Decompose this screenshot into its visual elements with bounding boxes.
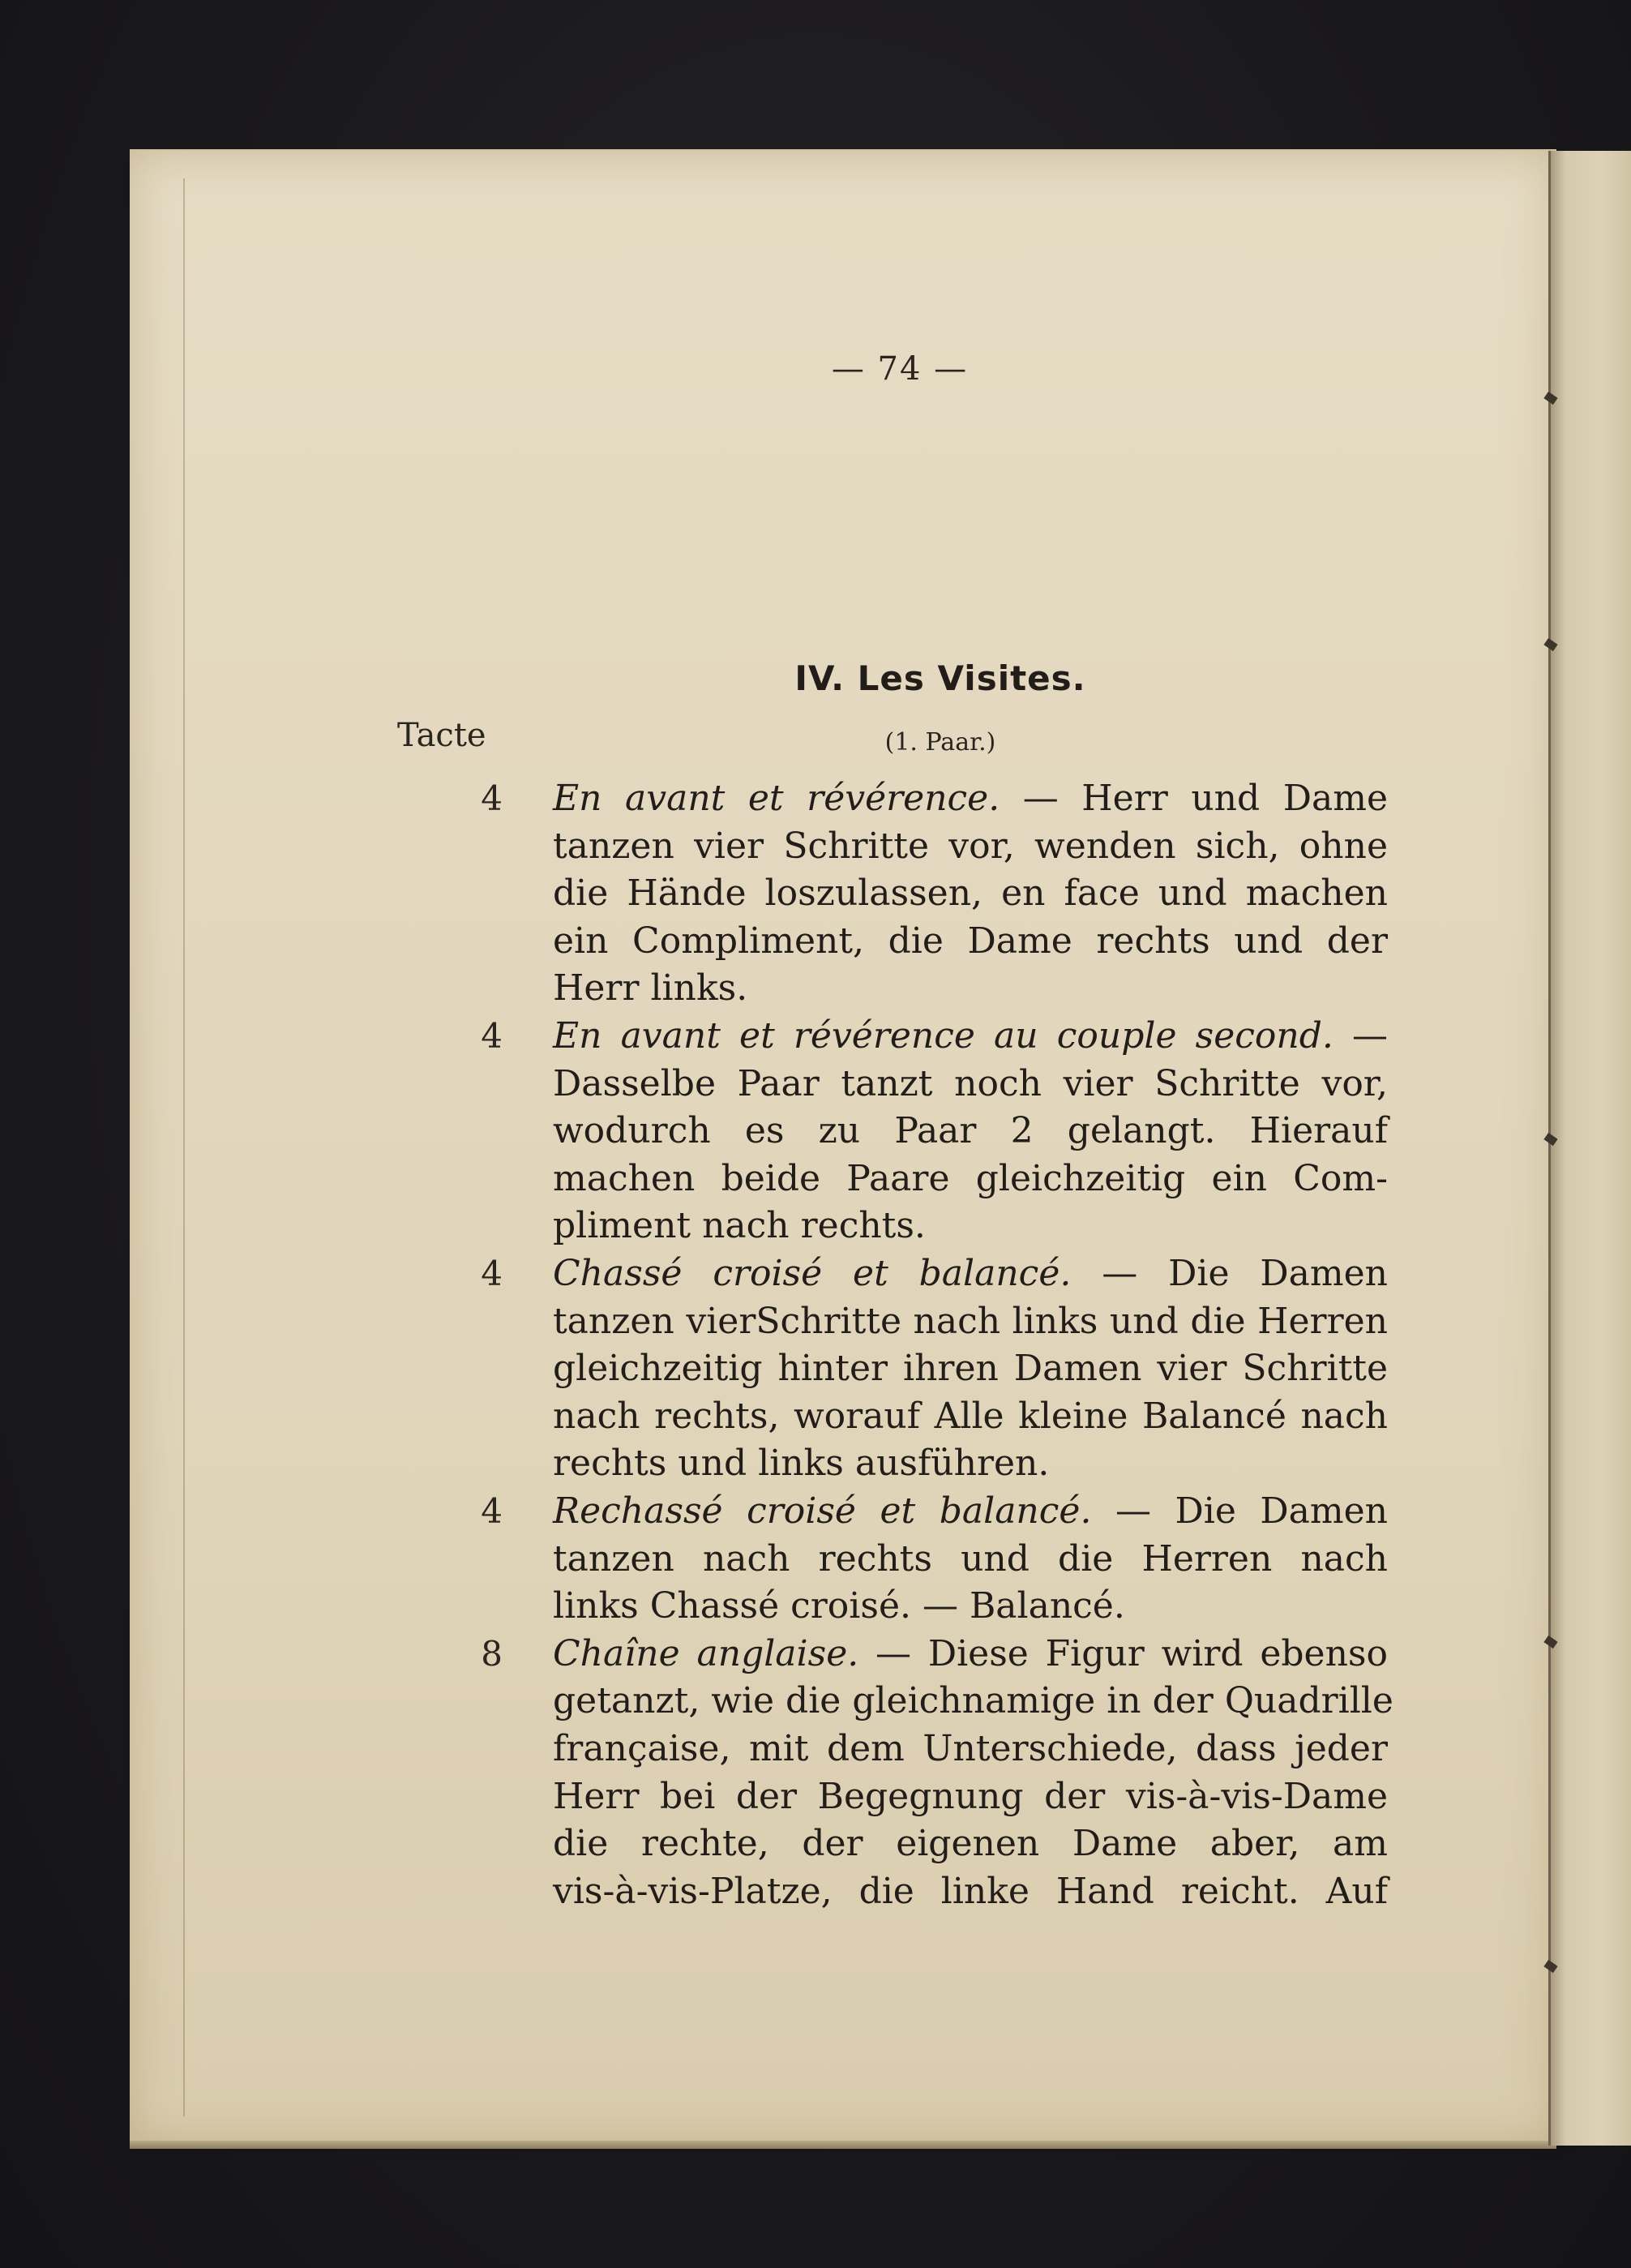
figure-description: — Herr und Dame [1000,778,1388,819]
figure-description: gleichzeitig hinter ihren Damen vier Schritte [553,1348,1388,1390]
figure-description: die rechte, der eigenen Dame aber, am [553,1823,1388,1865]
page-inner-margin-line [183,178,185,2116]
figure-heading-line [553,1013,1388,1060]
figure-text-line [553,1583,1388,1630]
figure-text-line [553,1773,1388,1820]
figure-description: Herr bei der Begegnung der vis-à-vis-Dame [553,1775,1388,1817]
figure-description: — [1333,1015,1388,1057]
figure-text-line [553,1536,1388,1583]
figure-description: nach rechts, worauf Alle kleine Balancé nach [553,1395,1388,1437]
section-title: IV. Les Visites. [794,658,1086,698]
figure-description: ein Compliment, die Dame rechts und der [553,920,1388,962]
figure-text-line [553,1393,1388,1440]
figure-text-line [553,1203,1388,1250]
page-number: — 74 — [831,350,969,388]
figure-description: vis-à-vis-Platze, die linke Hand reicht. Auf [553,1870,1388,1912]
adjacent-page-edge [1548,151,1631,2146]
figure-description: française, mit dem Unterschiede, dass jeder [553,1728,1388,1769]
figure-description: getanzt, wie die gleichnamige in der Quadrille [553,1680,1393,1722]
figure-text-line [553,823,1388,870]
figure-description: pliment nach rechts. [553,1205,926,1247]
figure-text-line [553,1440,1388,1487]
figure-text-line [553,1298,1388,1345]
figure-text-line [553,870,1388,917]
figure-text-line [553,1345,1388,1392]
figure-name: En avant et révérence. [553,778,1000,819]
tacte-count: 8 [481,1633,503,1674]
figure-text-line [553,1155,1388,1203]
tacte-count: 4 [481,778,503,818]
figure-description: — Diese Figur wird ebenso [858,1632,1388,1674]
figure-description: links Chassé croisé. — Balancé. [553,1585,1125,1627]
section-subtitle: (1. Paar.) [884,728,996,757]
figure-description: rechts und links ausführen. [553,1443,1050,1485]
tacte-count: 4 [481,1491,503,1531]
figure-text-line [553,1061,1388,1108]
figure-text-line [553,1868,1388,1915]
figure-text-line [553,918,1388,965]
figure-description: tanzen vier Schritte vor, wenden sich, ohne [553,825,1388,867]
tacte-count: 4 [481,1016,503,1056]
figure-description: tanzen vierSchritte nach links und die Herren [553,1300,1388,1342]
figure-text-line [553,1820,1388,1867]
tacte-column-header: Tacte [397,717,486,754]
figure-description: wodurch es zu Paar 2 gelangt. Hierauf [553,1110,1388,1152]
figure-heading-line [553,1250,1388,1297]
figure-heading-line [553,1631,1388,1678]
figure-text-line [553,1678,1393,1725]
figure-text-line [553,1108,1388,1155]
figure-description: — Die Damen [1091,1490,1388,1532]
figure-description: machen beide Paare gleichzeitig ein Com- [553,1157,1388,1199]
figure-description: Dasselbe Paar tanzt noch vier Schritte vor, [553,1062,1388,1104]
page-bottom-edge [130,2141,1556,2149]
figure-description: — Die Damen [1071,1253,1388,1294]
figure-description: die Hände loszulassen, en face und machen [553,872,1388,915]
figure-name: Chassé croisé et balancé. [553,1253,1072,1294]
figure-heading-line [553,775,1388,822]
tacte-count: 4 [481,1254,503,1293]
figure-heading-line [553,1488,1388,1535]
figure-description: tanzen nach rechts und die Herren nach [553,1537,1388,1580]
figure-text-line [553,965,1388,1012]
figure-description: Herr links. [553,967,748,1010]
figure-text-line [553,1726,1388,1773]
figure-name: Chaîne anglaise. [553,1632,859,1674]
figure-name: En avant et révérence au couple second. [553,1015,1333,1057]
figure-name: Rechassé croisé et balancé. [553,1490,1092,1532]
